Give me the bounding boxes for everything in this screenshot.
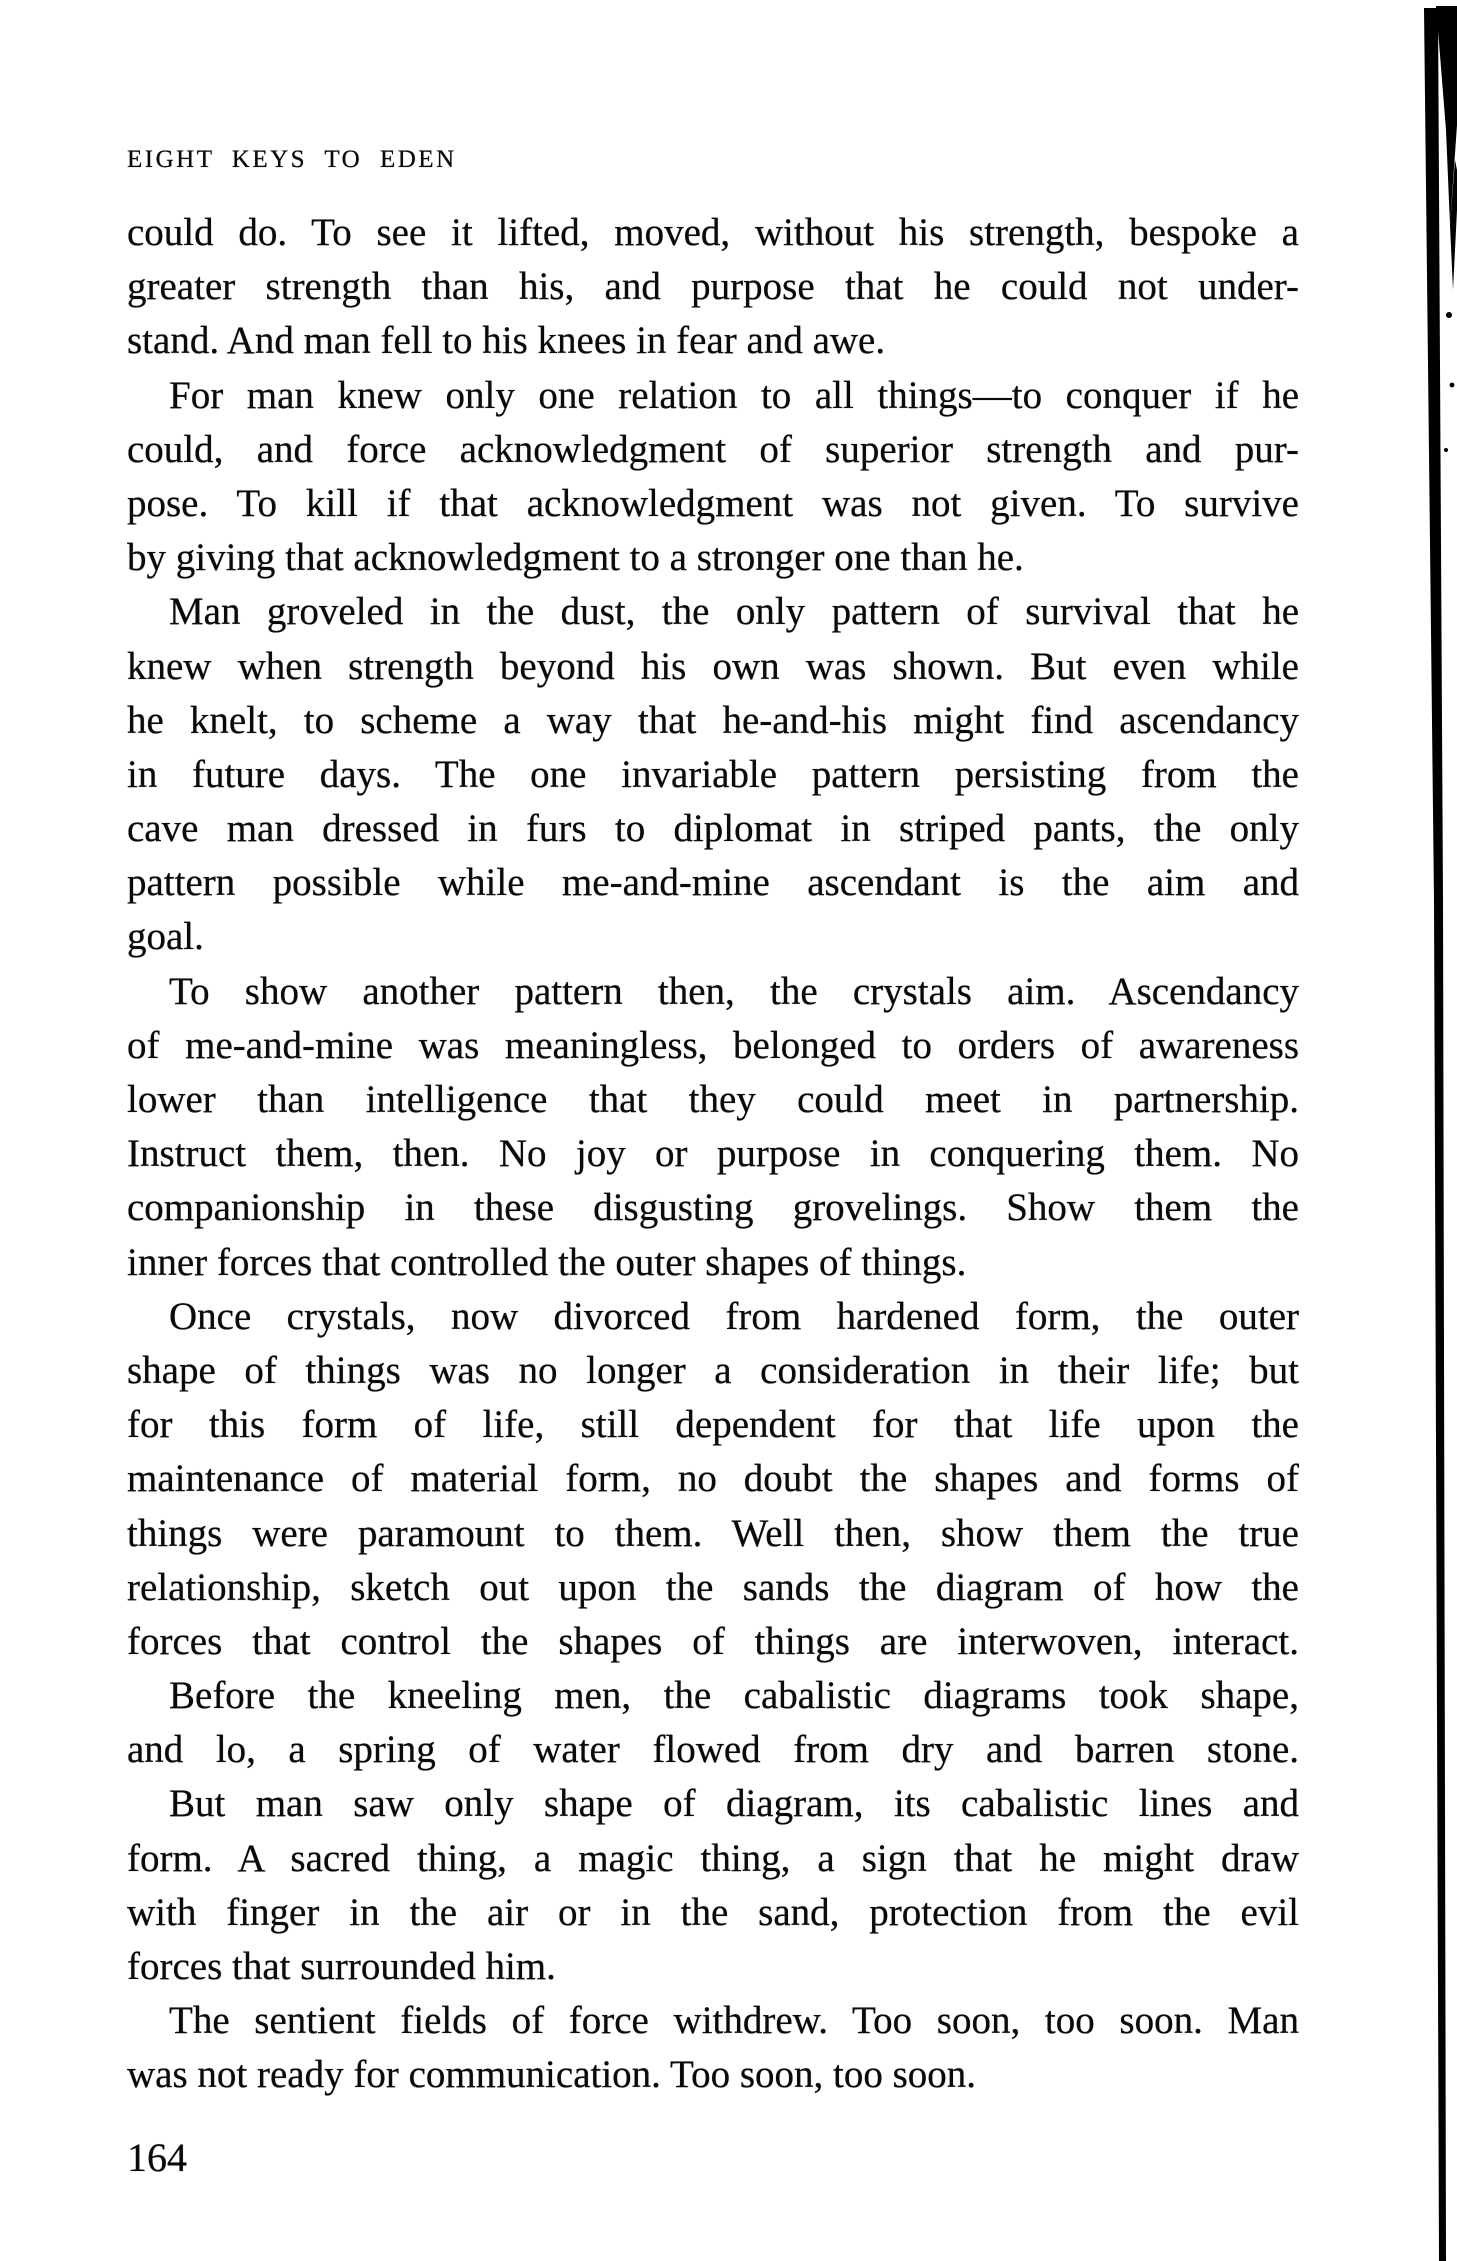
text-line: maintenance of material form, no doubt the shapes and forms of (127, 1457, 1299, 1501)
text-line: inner forces that controlled the outer shapes of things. (127, 1240, 967, 1284)
text-line: stand. And man fell to his knees in fear and awe. (127, 319, 886, 363)
paragraph (127, 585, 1299, 964)
text-line: of me-and-mine was meaningless, belonged to orders of awareness (127, 1023, 1299, 1067)
text-line: form. A sacred thing, a magic thing, a sign that he might draw (127, 1836, 1299, 1880)
text-line: pattern possible while me-and-mine ascendant is the aim and (127, 861, 1299, 905)
paragraph (127, 1994, 1299, 2102)
paragraph (127, 1290, 1299, 1669)
body-text-block (127, 206, 1299, 2103)
text-line: with finger in the air or in the sand, protection from the evil (127, 1890, 1299, 1934)
page-number: 164 (127, 2135, 187, 2180)
text-line: Once crystals, now divorced from hardened form, the outer (169, 1294, 1299, 1338)
text-line: by giving that acknowledgment to a stronger one than he. (127, 536, 1024, 580)
text-line: relationship, sketch out upon the sands the diagram of how the (127, 1565, 1299, 1609)
text-line: and lo, a spring of water flowed from dry and barren stone. (127, 1728, 1299, 1772)
text-line: Before the kneeling men, the cabalistic diagrams took shape, (169, 1674, 1299, 1718)
paragraph (127, 369, 1299, 586)
text-line: lower than intelligence that they could meet in partnership. (127, 1078, 1299, 1121)
text-line: forces that control the shapes of things are interwoven, interact. (127, 1619, 1299, 1663)
running-header: EIGHT KEYS TO EDEN (127, 146, 457, 173)
text-line: things were paramount to them. Well then, show them the true (127, 1511, 1299, 1555)
text-line: Instruct them, then. No joy or purpose in conquering them. No (127, 1132, 1299, 1176)
text-line: forces that surrounded him. (127, 1945, 556, 1988)
text-line: For man knew only one relation to all things—to conquer if he (169, 373, 1299, 417)
text-line: cave man dressed in furs to diplomat in striped pants, the only (127, 807, 1299, 851)
text-line: companionship in these disgusting grovelings. Show them the (127, 1186, 1299, 1230)
paragraph (127, 1777, 1299, 1994)
text-line: in future days. The one invariable pattern persisting from the (127, 752, 1299, 796)
text-line: The sentient fields of force withdrew. Too soon, too soon. Man (169, 1999, 1299, 2043)
text-line: But man saw only shape of diagram, its cabalistic lines and (169, 1782, 1299, 1826)
text-line: he knelt, to scheme a way that he-and-his might find ascendancy (127, 698, 1299, 742)
text-line: To show another pattern then, the crystals aim. Ascendancy (169, 969, 1299, 1013)
paragraph (127, 1669, 1299, 1777)
paragraph (127, 206, 1299, 369)
text-line: was not ready for communication. Too soon, too soon. (127, 2053, 977, 2097)
text-line: could, and force acknowledgment of superior strength and pur- (127, 427, 1299, 471)
paragraph (127, 965, 1299, 1290)
text-line: Man groveled in the dust, the only pattern of survival that he (169, 590, 1299, 634)
text-line: for this form of life, still dependent for that life upon the (127, 1403, 1299, 1447)
text-line: knew when strength beyond his own was shown. But even while (127, 644, 1299, 688)
text-line: goal. (127, 915, 204, 959)
text-line: greater strength than his, and purpose that he could not under- (127, 265, 1299, 309)
text-line: could do. To see it lifted, moved, without his strength, bespoke a (127, 211, 1299, 254)
text-line: pose. To kill if that acknowledgment was not given. To survive (127, 481, 1299, 525)
text-line: shape of things was no longer a consideration in their life; but (127, 1348, 1299, 1392)
